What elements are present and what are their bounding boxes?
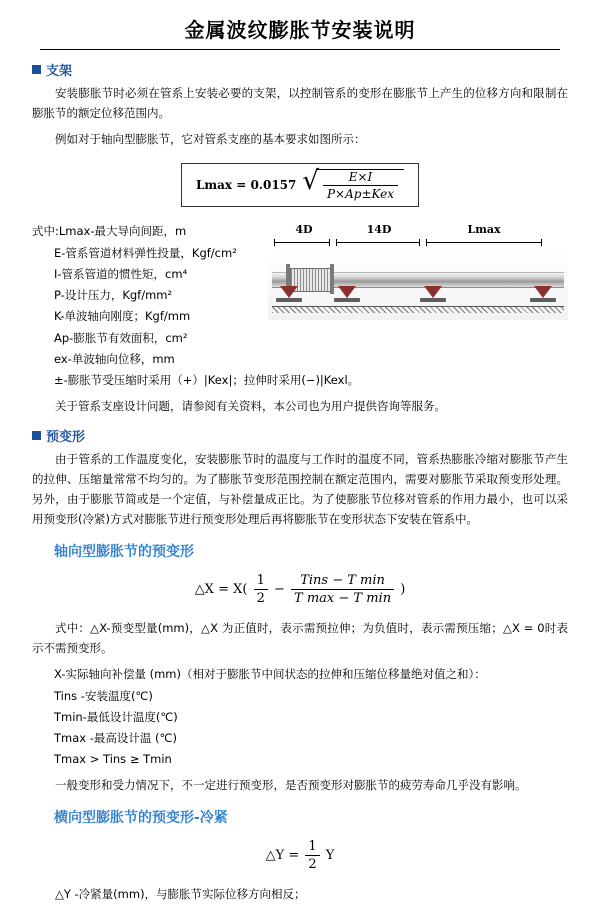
support-paragraph-1 [32,83,568,123]
formula-axial-inner [185,571,416,608]
formula-lateral-lhs: △Y = [265,847,300,863]
support-anchor-2 [334,286,360,304]
support-paragraph-1-text: 安装膨胀节时必须在管系上安装必要的支架，以控制管系的变形在膨胀节上产生的位移方向和限制在膨胀节的额定位移范围内。 [32,86,568,121]
formula-lateral-inner [256,837,345,874]
figure-label-lmax: Lmax [467,223,501,237]
page-title: 金属波纹膨胀节安装说明 [184,18,416,42]
section-heading-predeform [32,426,568,445]
square-bullet-icon [32,431,41,440]
formula-lateral-half-fraction [305,839,319,872]
equation-lmax-denominator: P×Ap±Kex [326,187,395,202]
predeform-paragraph-1: 由于管系的工作温度变化，安装膨胀节时的温度与工作时的温度不同，管系热膨胀冷缩对膨胀节产生的拉伸、压缩量常常不均匀的。为了膨胀节变形范围控制在额定范围内，需要对膨胀节采取预变形处理。另外，由于膨胀节简或是一个定值，与补偿量成正比。为了使膨胀节位移对管系的作用力最小，也可以采用预变形(冷紧)方式对膨胀节进行预变形处理后再将膨胀节在变形状态下安装在管系中。 [32,451,568,526]
section-heading-support [32,60,568,79]
square-bullet-icon [32,65,41,74]
figure-label-14d: 14D [366,223,392,237]
support-base [530,298,556,302]
section-heading-predeform-label: 预变形 [46,429,86,445]
dimension-4d [274,242,330,243]
square-root-icon: √ [302,166,319,197]
formula-axial-temp-fraction [291,573,394,606]
support-anchor-3 [420,286,446,304]
equation-lmax-wrapper [32,155,568,217]
formula-axial-rhs: ) [400,582,406,598]
title-divider [40,49,560,50]
subheading-axial: 轴向型膨胀节的预变形 [54,544,194,561]
formula-axial [32,571,568,608]
equation-lmax-numerator: E×I [323,170,398,186]
axial-definition-item: Tmax > Tins ≥ Tmin [54,752,172,767]
axial-definition-item: X-实际轴向补偿量 (mm)（相对于膨胀节中间状态的拉伸和压缩位移量绝对值之和）： [54,667,486,682]
axial-definition-item: Tmax -最高设计温 (℃) [54,731,177,746]
subheading-lateral: 横向型膨胀节的预变形-冷紧 [54,809,228,826]
formula-axial-half-denominator: 2 [256,591,265,607]
support-note: 关于管系支座设计问题，请参阅有关资料，本公司也为用户提供咨询等服务。 [55,398,446,413]
dimension-lmax [426,242,542,243]
formula-lateral-half-numerator: 1 [305,839,319,856]
definition-item: E-管系管道材料弹性投量，Kgf/cm² [54,245,237,260]
definition-item: Ap-膨胀节有效面积，cm² [54,330,188,345]
axial-definition-item: Tmin-最低设计温度(℃) [54,709,178,724]
formula-axial-minus: − [274,582,285,598]
lateral-note: △Y -冷紧量(mm)，与膨胀节实际位移方向相反； [55,886,306,901]
figure-labels [268,223,568,236]
document-content [0,60,600,904]
dimension-14d [336,242,420,243]
support-triangle-icon [338,286,356,298]
formula-lateral-rhs: Y [325,847,335,863]
support-base [420,298,446,302]
axial-note: 式中：△X-预变型量(mm)，△X 为正值时，表示需预拉伸；为负值时，表示需预压缩；△X = 0时表示不需预变形。 [32,621,568,656]
support-anchor-4 [530,286,556,304]
equation-lmax-row [195,166,404,202]
support-paragraph-2: 例如对于轴向型膨胀节，它对管系支座的基本要求如图所示： [55,132,366,147]
definition-item: P-设计压力，Kgf/mm² [54,288,173,303]
definition-item: K-单波轴向刚度；Kgf/mm [54,309,191,324]
figure-label-4d: 4D [295,223,313,237]
figure-dimension-lines [268,238,568,248]
document-page [0,14,600,901]
support-triangle-icon [280,286,298,298]
support-base [276,298,302,302]
definition-item: I-管系管道的惯性矩，cm⁴ [54,266,188,281]
axial-definition-list [32,664,568,770]
axial-definition-item: Tins -安装温度(℃) [54,688,153,703]
definition-item: ex-单波轴向位移，mm [54,351,175,366]
formula-axial-half-numerator: 1 [254,573,268,590]
formula-axial-lhs: △X = X( [194,582,248,598]
definition-item: 式中:Lmax-最大导向间距，m [32,224,187,239]
ground-hatching [272,306,564,313]
pipe-support-figure [268,223,568,320]
support-triangle-icon [534,286,552,298]
equation-lmax-fraction [317,169,404,201]
formula-lateral-half-denominator: 2 [308,856,317,872]
definition-item: ±-膨胀节受压缩时采用（+）|Kex|；拉伸时采用(−)|Kexl。 [54,373,360,388]
axial-tail-note: 一般变形和受力情况下，不一定进行预变形，是否预变形对膨胀节的疲劳寿命几乎没有影响。 [55,777,527,792]
equation-lmax-lhs: Lmax = 0.0157 [195,178,297,193]
radical-sign-group [302,166,404,202]
equation-lmax-box [181,163,419,207]
pipe-diagram [268,250,568,320]
formula-lateral [32,837,568,874]
formula-axial-temp-numerator: Tins − T min [291,573,394,590]
formula-axial-half-fraction [254,573,268,606]
formula-axial-temp-denominator: T max − T min [294,591,392,607]
support-anchor-1 [276,286,302,304]
section-heading-support-label: 支架 [46,64,73,79]
support-triangle-icon [424,286,442,298]
support-base [334,298,360,302]
